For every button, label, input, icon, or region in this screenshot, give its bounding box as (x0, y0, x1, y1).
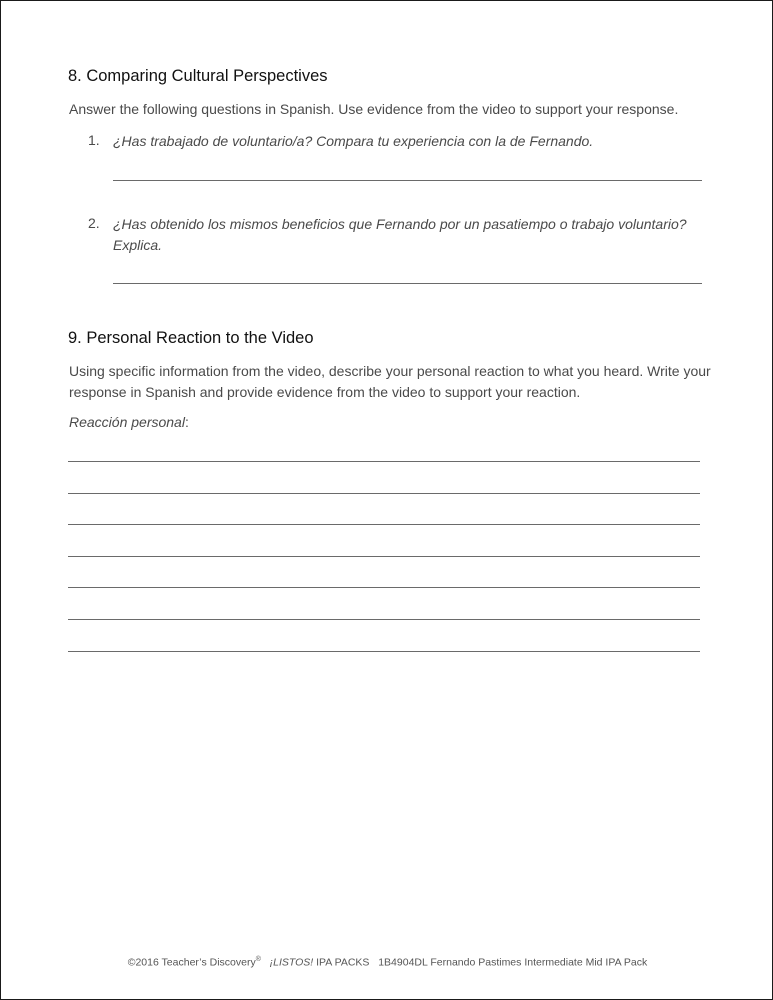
reaction-answer-line[interactable] (68, 461, 700, 462)
reaction-label-text: Reacción personal (69, 414, 185, 430)
reaction-answer-line[interactable] (68, 651, 700, 652)
footer-product: 1B4904DL Fernando Pastimes Intermediate Mid IPA Pack (378, 956, 648, 969)
reaction-answer-line[interactable] (68, 493, 700, 494)
footer-registered-mark: ® (255, 956, 261, 963)
section-9-heading: 9. Personal Reaction to the Video (68, 329, 314, 347)
reaction-answer-line[interactable] (68, 524, 700, 525)
footer-copyright: ©2016 Teacher’s Discovery (127, 956, 256, 969)
question-1-number: 1. (88, 132, 100, 148)
question-1-text: ¿Has trabajado de voluntario/a? Compara tu experiencia con la de Fernando. (113, 133, 594, 149)
question-2-text: ¿Has obtenido los mismos beneficios que Fernando por un pasatiempo o trabajo voluntario? Explica. (113, 216, 687, 253)
reaction-answer-line[interactable] (68, 556, 700, 557)
reaction-answer-line[interactable] (68, 587, 700, 588)
question-1-answer-line[interactable] (113, 180, 702, 181)
reaction-label-colon: : (184, 414, 189, 430)
footer-series-rest: IPA PACKS (313, 956, 370, 969)
section-8-instructions: Answer the following questions in Spanish. Use evidence from the video to support your response. (69, 101, 679, 117)
footer-series-name: ¡LISTOS! (269, 956, 314, 969)
question-2-number: 2. (88, 215, 100, 231)
reaction-answer-line[interactable] (68, 619, 700, 620)
section-8-heading: 8. Comparing Cultural Perspectives (68, 67, 328, 85)
section-9-instructions: Using specific information from the video, describe your personal reaction to what you heard. Write your response in Spanish and provide evidence from the video to support your reaction. (69, 363, 711, 400)
reaction-label (69, 414, 189, 430)
page-footer (1, 956, 773, 969)
question-2-answer-line[interactable] (113, 283, 702, 284)
